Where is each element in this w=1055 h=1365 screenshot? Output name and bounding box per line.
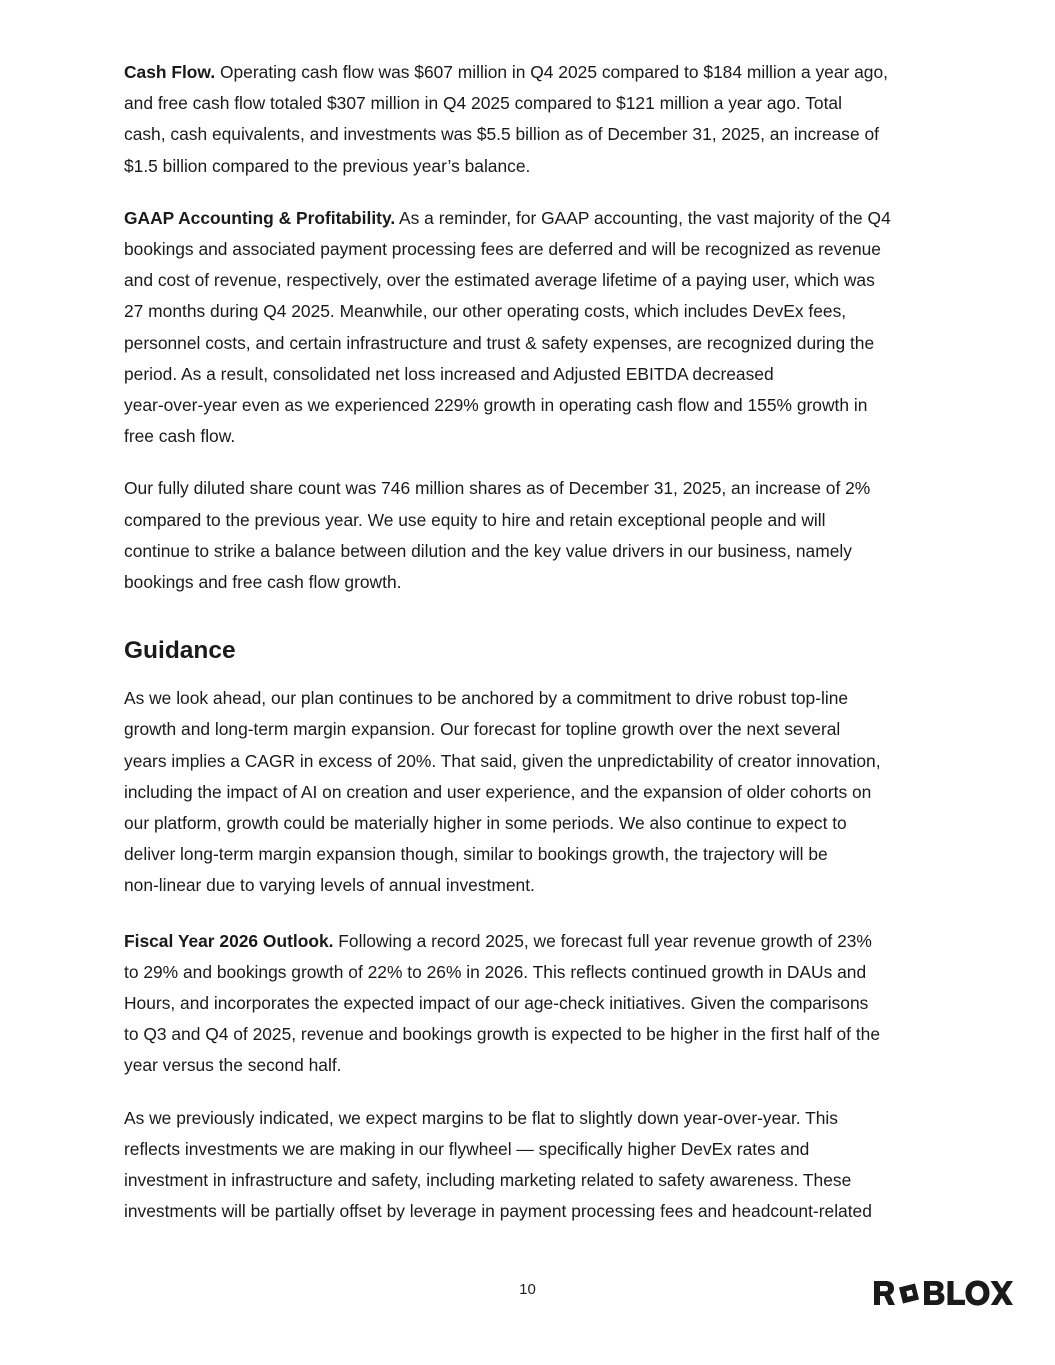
gaap-paragraph: [124, 203, 934, 453]
page-number: 10: [519, 1281, 536, 1298]
share-count-paragraph: [124, 473, 934, 598]
paragraph-text: Following a record 2025, we forecast full year revenue growth of 23% to 29% and bookings growth of 22% to 26% in 2026. This reflects continued growth in DAUs and Hours, and incorporates the expected impact of our age-check initiatives. Given the comparisons to Q3 and Q4 of 2025, revenue and bookings growth is expected to be higher in the first half of the year versus the second half.: [124, 930, 881, 1076]
paragraph-text: Our fully diluted share count was 746 million shares as of December 31, 2025, an increase of 2% compared to the previous year. We use equity to hire and retain exceptional people and will continue to strike a balance between dilution and the key value drivers in our business, namely bookings and free cash flow growth.: [124, 478, 871, 593]
paragraph-text: Operating cash flow was $607 million in Q4 2025 compared to $184 million a year ago, and free cash flow totaled $307 million in Q4 2025 compared to $121 million a year ago. Total cash, cash equivalents, and investments was $5.5 billion as of December 31, 2025, an increase of $1.5 billion compared to the previous year’s balance.: [124, 62, 888, 176]
paragraph-text: As we previously indicated, we expect margins to be flat to slightly down year-over-year. This reflects investments we are making in our flywheel — specifically higher DevEx rates and investment in infrastructure and safety, including marketing related to safety awareness. These investments will be partially offset by leverage in payment processing fees and headcount-related: [124, 1107, 872, 1222]
margins-paragraph: [124, 1103, 934, 1228]
paragraph-lead: GAAP Accounting & Profitability.: [124, 207, 396, 228]
fy2026-outlook-paragraph: [124, 926, 934, 1082]
paragraph-text: As we look ahead, our plan continues to be anchored by a commitment to drive robust top-line growth and long-term margin expansion. Our forecast for topline growth over the next several years implies a CAGR in excess of 20%. That said, given the unpredictability of creator innovation, including the impact of AI on creation and user experience, and the expansion of older cohorts on our platform, growth could be materially higher in some periods. We also continue to expect to deliver long-term margin expansion though, similar to bookings growth, the trajectory will be non-linear due to varying levels of annual investment.: [124, 688, 881, 896]
guidance-intro-paragraph: [124, 683, 934, 901]
document-body: [124, 57, 934, 1249]
cash-flow-paragraph: [124, 57, 934, 182]
roblox-logo: [873, 1280, 1013, 1306]
section-heading-guidance: Guidance: [124, 637, 236, 665]
paragraph-text: As a reminder, for GAAP accounting, the vast majority of the Q4 bookings and associated payment processing fees are deferred and will be recognized as revenue and cost of revenue, respectively, over the estimated average lifetime of a paying user, which was 27 months during Q4 2025. Meanwhile, our other operating costs, which includes DevEx fees, personnel costs, and certain infrastructure and trust & safety expenses, are recognized during the period. As a result, consolidated net loss increased and Adjusted EBITDA decreased year-over-year even as we experienced 229% growth in operating cash flow and 155% growth in free cash flow.: [124, 207, 891, 447]
paragraph-lead: Fiscal Year 2026 Outlook.: [124, 930, 334, 951]
paragraph-lead: Cash Flow.: [124, 62, 216, 82]
